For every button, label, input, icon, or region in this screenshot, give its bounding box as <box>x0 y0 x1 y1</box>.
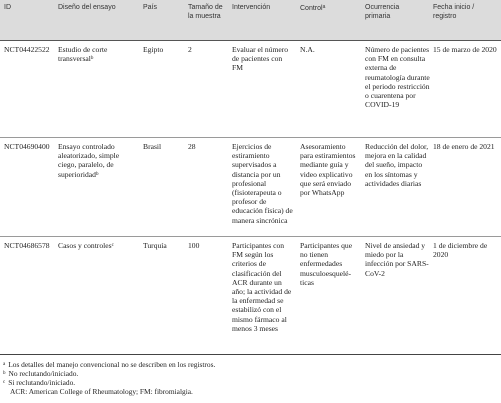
header-sample-size: Tamaño de la muestra <box>188 4 223 20</box>
row3-intervention: Participantes con FM según los criterios de clasificación del ACR durante un año; la actividad de la enfermedad se estabilizó con el mismo fármaco al menos 3 meses <box>232 241 292 333</box>
row2-outcome: Reducción del dolor, mejora en la calidad del sueño, impacto en los síntomas y actividades diarias <box>365 142 429 188</box>
header-outcome: Ocurrencia primaria <box>365 4 400 20</box>
row3-size: 100 <box>188 241 200 250</box>
row1-design <box>58 45 138 63</box>
header-control <box>300 3 360 13</box>
header-control-label: Control <box>300 5 323 12</box>
row2-design-mark: b <box>95 171 99 177</box>
row3-id: NCT04686578 <box>4 241 50 250</box>
header-date: Fecha inicio / registro <box>433 4 475 20</box>
footnote-b-mark: b <box>3 371 6 376</box>
row1-size: 2 <box>188 45 192 54</box>
row2-country: Brasil <box>143 142 162 151</box>
row1-divider <box>0 137 501 138</box>
footnote-a-text: Los detalles del manejo convencional no se describen en los registros. <box>8 360 216 369</box>
row2-design <box>58 142 138 179</box>
row3-design-mark: c <box>111 243 114 248</box>
footnote-b-text: No reclutando/iniciado. <box>8 369 79 378</box>
row2-size: 28 <box>188 142 196 151</box>
header-control-mark: a <box>322 4 326 10</box>
header-intervention: Intervención <box>232 4 271 11</box>
row2-divider <box>0 236 501 237</box>
row1-design-text: Estudio de corte transversal <box>58 45 108 64</box>
footnote-a-mark: a <box>3 362 6 367</box>
footnote-c-mark: c <box>3 380 6 385</box>
row3-date: 1 de diciembre de 2020 <box>433 241 488 260</box>
row3-design-text: Casos y controles <box>58 241 112 250</box>
footnote-b <box>3 369 78 378</box>
row3-country: Turquía <box>143 241 167 250</box>
row1-country: Egipto <box>143 45 164 54</box>
footnote-abbreviations-text: ACR: American College of Rheumatology; FM: fibromialgia. <box>10 387 193 396</box>
footnote-abbreviations <box>10 387 193 396</box>
row3-design <box>58 241 138 250</box>
header-divider <box>0 40 501 41</box>
row3-control: Participantes que no tienen enfermedades musculoesquelé-ticas <box>300 241 353 287</box>
row2-design-text: Ensayo controlado aleatorizado, simple ciego, paralelo, de superioridad <box>58 142 120 179</box>
row2-intervention: Ejercicios de estiramiento supervisados a distancia por un profesional (fisioterapeuta o profesor de educación física) de manera sincrónica <box>232 142 293 225</box>
footnote-c-text: Si reclutando/iniciado. <box>8 378 76 387</box>
row1-design-mark: b <box>90 56 94 62</box>
row1-outcome: Número de pacientes con FM en consulta externa de reumatología durante el periodo restricción o cuarentena por COVID-19 <box>365 45 430 110</box>
header-design: Diseño del ensayo <box>58 4 116 11</box>
footnote-c <box>3 378 75 387</box>
header-country: País <box>143 4 158 11</box>
row3-outcome: Nivel de ansiedad y miedo por la infección por SARS-CoV-2 <box>365 241 429 278</box>
row1-control: N.A. <box>300 45 315 54</box>
row2-id: NCT04690400 <box>4 142 50 151</box>
header-id: ID <box>4 4 11 11</box>
row1-id: NCT04422522 <box>4 45 50 54</box>
row2-control: Asesoramiento para estiramientos mediante guía y video explicativo que será enviado por WhatsApp <box>300 142 356 198</box>
row1-intervention: Evaluar el número de pacientes con FM <box>232 45 289 73</box>
table-bottom-rule <box>0 354 501 355</box>
footnote-a <box>3 360 215 369</box>
row2-date: 18 de enero de 2021 <box>433 142 495 151</box>
row1-date: 15 de marzo de 2020 <box>433 45 497 54</box>
